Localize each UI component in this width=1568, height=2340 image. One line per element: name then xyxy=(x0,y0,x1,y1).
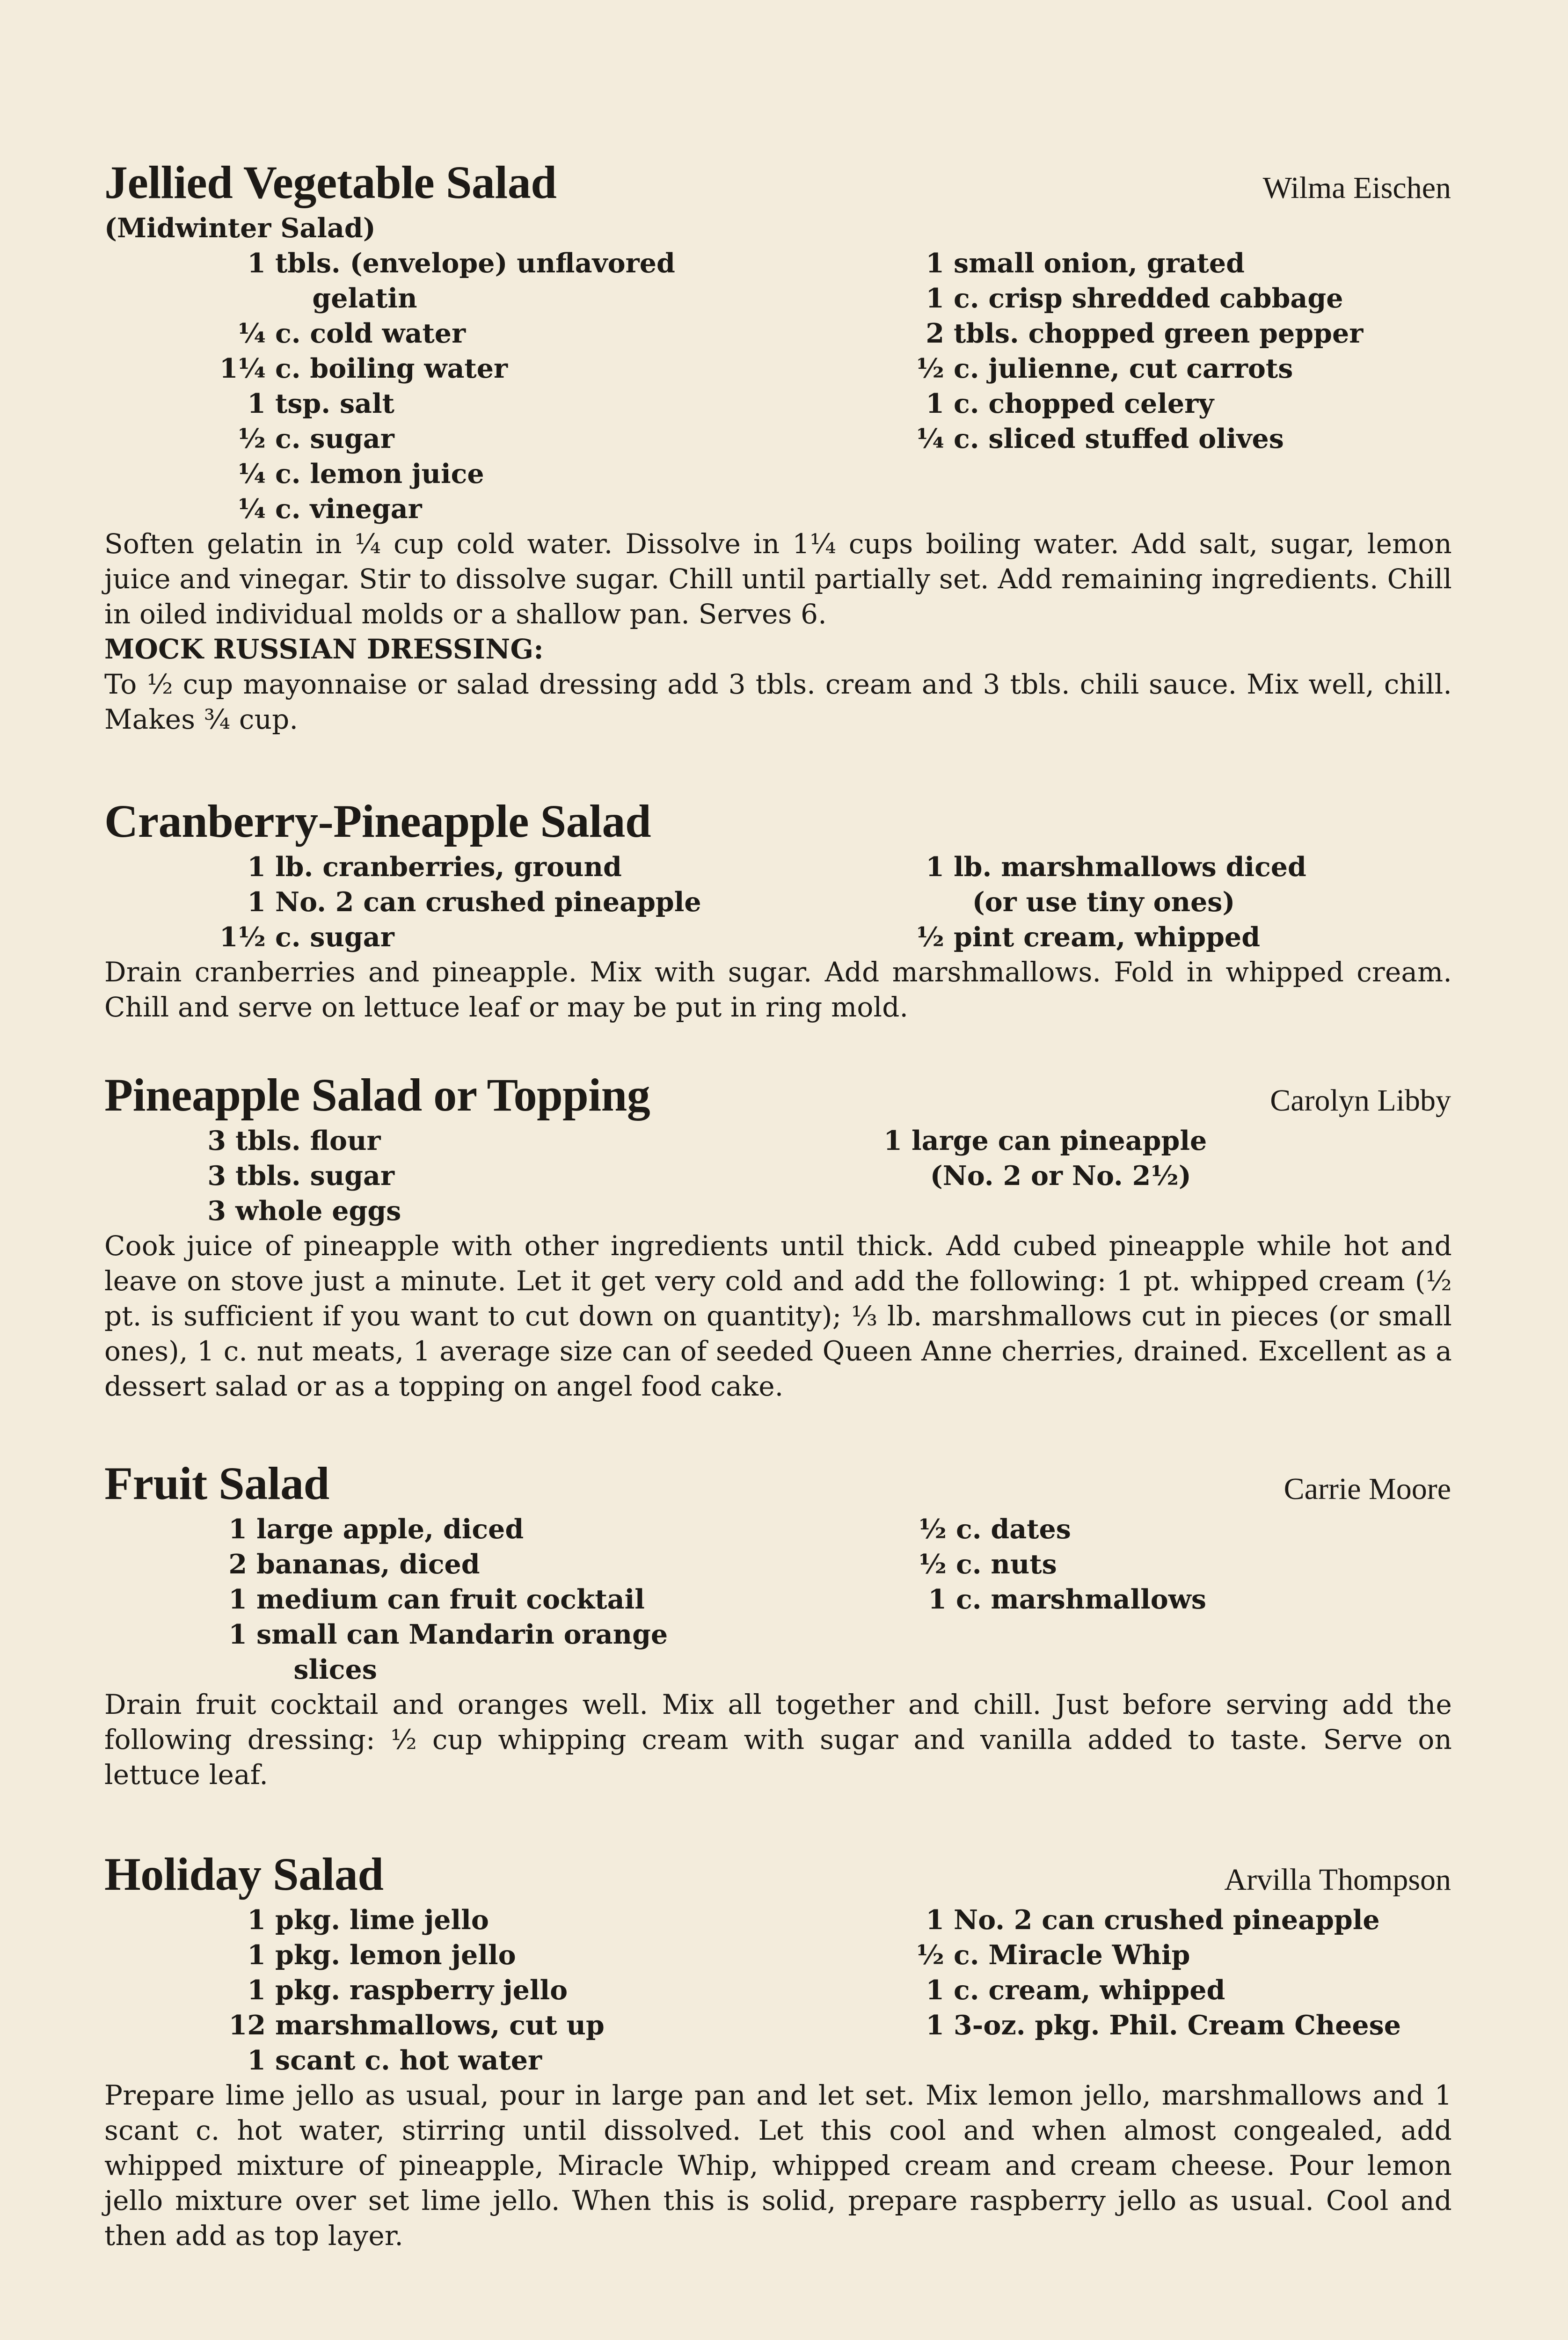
ingredient xyxy=(860,1158,1207,1193)
recipe-title: Holiday Salad xyxy=(104,1848,384,1900)
recipe-pineapple-salad-or-topping xyxy=(104,1067,1452,1404)
recipe-header xyxy=(104,1455,1452,1512)
ingredient xyxy=(860,1123,1207,1158)
ingredient xyxy=(200,246,893,281)
ingredients-left-column xyxy=(104,1902,893,2078)
ingredient-item: small can Mandarin orange xyxy=(256,1619,668,1650)
ingredient-item: c. vinegar xyxy=(275,493,422,525)
ingredient-quantity: ¼ xyxy=(238,493,266,525)
instructions-text: Drain fruit cocktail and oranges well. Mix all together and chill. Just before serving add the following dressing: ½ cup whipping cream with sugar and vanilla added to taste. Serve on lettuce leaf. xyxy=(104,1689,1452,1791)
ingredient-item: c. julienne, cut carrots xyxy=(954,353,1293,384)
recipe-cranberry-pineapple-salad xyxy=(104,793,1452,1025)
ingredient-quantity: ½ xyxy=(916,353,944,384)
recipe-jellied-vegetable-salad xyxy=(104,154,1452,737)
ingredient-quantity: 1 xyxy=(926,1974,944,2006)
ingredient-quantity: 1 xyxy=(247,1939,266,1971)
ingredient-item: medium can fruit cocktail xyxy=(256,1584,645,1615)
recipe-author: Arvilla Thompson xyxy=(1224,1863,1451,1897)
ingredient xyxy=(200,351,893,386)
ingredient-quantity: 1 xyxy=(247,388,266,419)
ingredient xyxy=(893,386,1363,421)
ingredient-item: c. chopped celery xyxy=(954,388,1214,419)
ingredient-quantity: 1 xyxy=(228,1619,247,1650)
recipe-holiday-salad xyxy=(104,1846,1452,2253)
recipe-header xyxy=(104,793,1452,849)
ingredient-item: tbls. chopped green pepper xyxy=(954,318,1364,349)
ingredient xyxy=(890,1582,1206,1617)
ingredient xyxy=(893,849,1306,885)
ingredient-item: 3-oz. pkg. Phil. Cream Cheese xyxy=(954,2010,1401,2041)
ingredients xyxy=(104,1123,1452,1228)
ingredient-item: bananas, diced xyxy=(256,1549,480,1580)
dressing-text: To ½ cup mayonnaise or salad dressing add 3 tbls. cream and 3 tbls. chili sauce. Mix well, chill. Makes ¾ cup. xyxy=(104,668,1452,735)
ingredients xyxy=(104,246,1452,526)
instructions-text: Drain cranberries and pineapple. Mix with sugar. Add marshmallows. Fold in whipped cream. Chill and serve on lettuce leaf or may be put in ring mold. xyxy=(104,956,1452,1023)
ingredient-quantity: 1 xyxy=(247,248,266,279)
recipe-author: Carrie Moore xyxy=(1284,1472,1451,1506)
ingredients-right-column xyxy=(860,1123,1207,1228)
ingredient xyxy=(200,2008,893,2043)
ingredient-quantity: 1 xyxy=(926,2010,944,2041)
ingredient-item: c. nuts xyxy=(956,1549,1057,1580)
ingredient-item: gelatin xyxy=(275,283,417,314)
ingredient-quantity: 1 xyxy=(883,1125,902,1156)
ingredient-item: No. 2 can crushed pineapple xyxy=(275,886,701,918)
ingredient-item: whole eggs xyxy=(235,1195,401,1227)
ingredient-item: c. cold water xyxy=(275,318,466,349)
ingredient-quantity: 1 xyxy=(247,1904,266,1936)
ingredient-item: c. sugar xyxy=(275,921,394,953)
recipe-header xyxy=(104,154,1452,211)
ingredient xyxy=(200,1617,890,1652)
ingredient-quantity xyxy=(860,1158,912,1193)
ingredient xyxy=(200,1902,893,1938)
ingredients-left-column xyxy=(104,1123,860,1228)
ingredient xyxy=(893,885,1306,920)
recipe-header xyxy=(104,1067,1452,1123)
ingredient xyxy=(200,1652,890,1687)
ingredient-item: pkg. lime jello xyxy=(275,1904,489,1936)
ingredients xyxy=(104,849,1452,955)
ingredient xyxy=(200,885,893,920)
ingredient-quantity: 1 xyxy=(228,1514,247,1545)
ingredients xyxy=(104,1902,1452,2078)
ingredient-quantity: 2 xyxy=(228,1549,247,1580)
ingredient xyxy=(890,1547,1206,1582)
ingredient-item: c. cream, whipped xyxy=(954,1974,1225,2006)
ingredients-right-column xyxy=(893,246,1363,526)
ingredient-quantity: ¼ xyxy=(916,423,944,454)
ingredient-quantity: 1½ xyxy=(219,921,266,953)
recipe-instructions xyxy=(104,1228,1452,1404)
ingredient xyxy=(200,1973,893,2008)
ingredient-quantity: 1 xyxy=(926,1904,944,1936)
ingredient-item: c. sugar xyxy=(275,423,394,454)
recipe-instructions xyxy=(104,955,1452,1025)
ingredient xyxy=(200,1938,893,1973)
ingredient xyxy=(200,1547,890,1582)
recipe-instructions xyxy=(104,2078,1452,2253)
ingredient xyxy=(184,1158,860,1193)
ingredient-quantity: ½ xyxy=(919,1514,947,1545)
ingredient-item: c. Miracle Whip xyxy=(954,1939,1190,1971)
ingredient xyxy=(893,1938,1401,1973)
ingredient-quantity: 1 xyxy=(247,1974,266,2006)
ingredient xyxy=(200,421,893,456)
recipe-fruit-salad xyxy=(104,1455,1452,1792)
ingredient xyxy=(893,2008,1401,2043)
ingredient xyxy=(893,246,1363,281)
ingredient-item: tbls. sugar xyxy=(235,1160,394,1192)
ingredient-item: tbls. flour xyxy=(235,1125,381,1156)
ingredient-quantity: 1 xyxy=(926,283,944,314)
ingredient-quantity: 1 xyxy=(926,851,944,883)
ingredient-item: No. 2 can crushed pineapple xyxy=(954,1904,1380,1936)
ingredient-item: large apple, diced xyxy=(256,1514,524,1545)
recipe-author: Carolyn Libby xyxy=(1270,1083,1451,1118)
ingredient-item: c. marshmallows xyxy=(956,1584,1206,1615)
ingredients-right-column xyxy=(893,1902,1401,2078)
ingredient-item: pkg. lemon jello xyxy=(275,1939,516,1971)
ingredient-quantity: ½ xyxy=(238,423,266,454)
ingredient xyxy=(893,316,1363,351)
ingredient-item: pkg. raspberry jello xyxy=(275,1974,568,2006)
ingredient-quantity: ½ xyxy=(919,1549,947,1580)
recipe-author: Wilma Eischen xyxy=(1262,171,1451,205)
recipe-subtitle: (Midwinter Salad) xyxy=(104,212,376,244)
ingredient-item: large can pineapple xyxy=(912,1125,1207,1156)
ingredient xyxy=(200,849,893,885)
ingredient xyxy=(200,281,893,316)
ingredient xyxy=(200,1512,890,1547)
ingredient-quantity: 1 xyxy=(247,851,266,883)
ingredient-quantity xyxy=(200,281,275,316)
ingredient xyxy=(200,920,893,955)
ingredient-item: lb. cranberries, ground xyxy=(275,851,622,883)
dressing-title: MOCK RUSSIAN DRESSING: xyxy=(104,633,544,665)
instructions-text: Soften gelatin in ¼ cup cold water. Dissolve in 1¼ cups boiling water. Add salt, sugar, lemon juice and vinegar. Stir to dissolve sugar. Chill until partially set. Add remaining ingredients. Chill in oiled individual molds or a shallow pan. Serves 6. xyxy=(104,528,1452,630)
recipe-title: Jellied Vegetable Salad xyxy=(104,156,557,208)
ingredient-quantity: ¼ xyxy=(238,458,266,490)
ingredient-item: (No. 2 or No. 2½) xyxy=(912,1160,1191,1192)
ingredient-item: c. dates xyxy=(956,1514,1071,1545)
ingredient xyxy=(893,1973,1401,2008)
ingredient-quantity: 3 xyxy=(207,1160,226,1192)
recipe-instructions xyxy=(104,526,1452,737)
ingredient-quantity: 12 xyxy=(228,2010,266,2041)
ingredient-item: c. lemon juice xyxy=(275,458,484,490)
ingredient xyxy=(893,1902,1401,1938)
ingredient-quantity: 1 xyxy=(247,2045,266,2076)
ingredient xyxy=(200,2043,893,2078)
ingredient-quantity xyxy=(893,885,954,920)
ingredient xyxy=(893,281,1363,316)
ingredient-quantity: 1¼ xyxy=(219,353,266,384)
recipe-instructions xyxy=(104,1687,1452,1792)
ingredient-item: marshmallows, cut up xyxy=(275,2010,605,2041)
recipe-title: Fruit Salad xyxy=(104,1457,329,1509)
ingredient-quantity: 2 xyxy=(926,318,944,349)
ingredient-quantity: ¼ xyxy=(238,318,266,349)
recipe-header xyxy=(104,1846,1452,1902)
ingredients-left-column xyxy=(104,849,893,955)
ingredient xyxy=(184,1123,860,1158)
ingredient xyxy=(890,1512,1206,1547)
ingredient-quantity: ½ xyxy=(916,1939,944,1971)
ingredient-item: c. sliced stuffed olives xyxy=(954,423,1284,454)
ingredient-item: (or use tiny ones) xyxy=(954,886,1235,918)
ingredient xyxy=(184,1193,860,1228)
ingredient xyxy=(200,386,893,421)
ingredient xyxy=(893,421,1363,456)
ingredient xyxy=(200,456,893,491)
ingredient-item: tsp. salt xyxy=(275,388,394,419)
ingredient-item: lb. marshmallows diced xyxy=(954,851,1306,883)
ingredient xyxy=(200,1582,890,1617)
ingredient-quantity xyxy=(200,1652,256,1687)
ingredient-item: tbls. (envelope) unflavored xyxy=(275,248,675,279)
ingredient-item: slices xyxy=(256,1654,377,1685)
recipe-title: Pineapple Salad or Topping xyxy=(104,1069,650,1121)
ingredients-left-column xyxy=(104,246,893,526)
ingredient-item: pint cream, whipped xyxy=(954,921,1261,953)
ingredient-quantity: 1 xyxy=(228,1584,247,1615)
ingredients-right-column xyxy=(893,849,1306,955)
ingredient xyxy=(893,351,1363,386)
instructions-text: Prepare lime jello as usual, pour in large pan and let set. Mix lemon jello, marshmallows and 1 scant c. hot water, stirring until dissolved. Let this cool and when almost congealed, add whipped mixture of pineapple, Miracle Whip, whipped cream and cream cheese. Pour lemon jello mixture over set lime jello. When this is solid, prepare raspberry jello as usual. Cool and then add as top layer. xyxy=(104,2079,1452,2252)
ingredient-quantity: 1 xyxy=(926,388,944,419)
ingredient-item: c. boiling water xyxy=(275,353,508,384)
ingredient-quantity: ½ xyxy=(916,921,944,953)
ingredient-item: c. crisp shredded cabbage xyxy=(954,283,1343,314)
ingredients-right-column xyxy=(890,1512,1206,1687)
ingredient xyxy=(200,316,893,351)
ingredient-quantity: 1 xyxy=(928,1584,947,1615)
ingredients-left-column xyxy=(104,1512,890,1687)
ingredient-quantity: 3 xyxy=(207,1125,226,1156)
ingredients xyxy=(104,1512,1452,1687)
ingredient xyxy=(200,491,893,526)
ingredient-quantity: 1 xyxy=(926,248,944,279)
ingredient xyxy=(893,920,1306,955)
ingredient-quantity: 3 xyxy=(207,1195,226,1227)
ingredient-item: scant c. hot water xyxy=(275,2045,542,2076)
recipe-title: Cranberry-Pineapple Salad xyxy=(104,795,651,847)
ingredient-item: small onion, grated xyxy=(954,248,1245,279)
instructions-text: Cook juice of pineapple with other ingredients until thick. Add cubed pineapple while hot and leave on stove just a minute. Let it get very cold and add the following: 1 pt. whipped cream (½ pt. is sufficient if you want to cut down on quantity); ⅓ lb. marshmallows cut in pieces (or small ones), 1 c. nut meats, 1 average size can of seeded Queen Anne cherries, drained. Excellent as a dessert salad or as a topping on angel food cake. xyxy=(104,1230,1452,1402)
ingredient-quantity: 1 xyxy=(247,886,266,918)
